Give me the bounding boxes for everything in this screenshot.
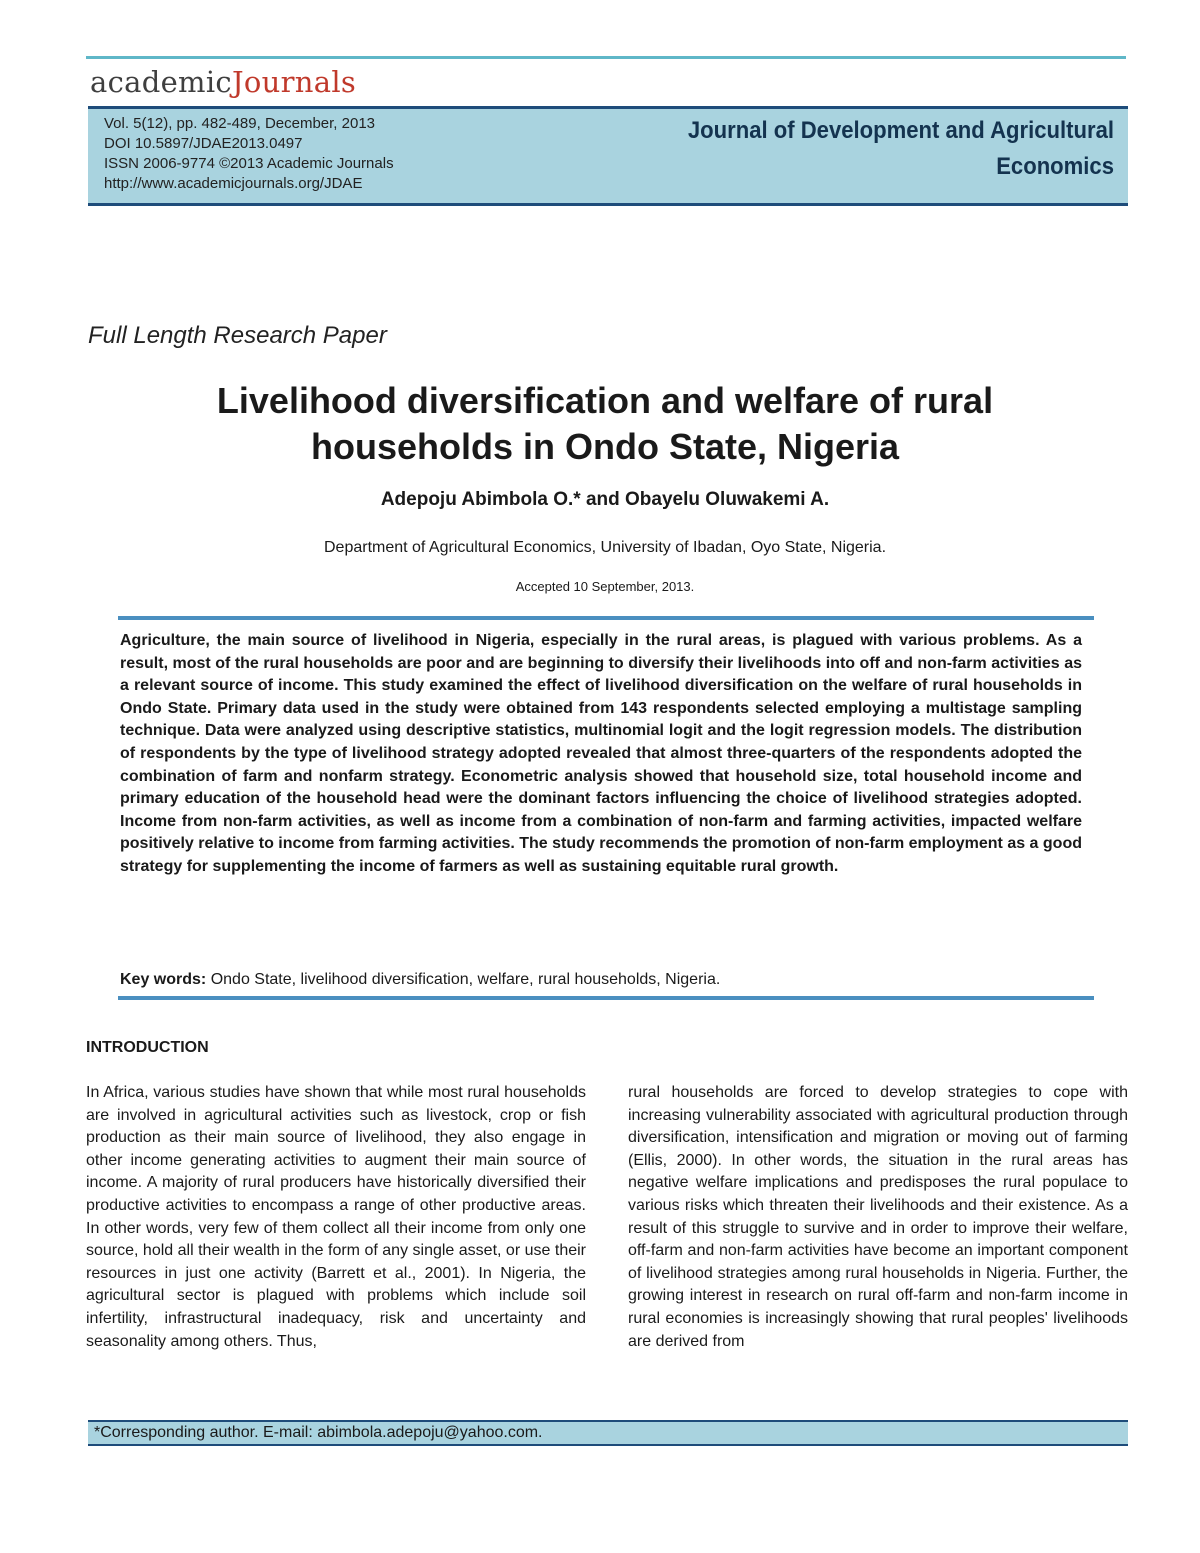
volume-line: Vol. 5(12), pp. 482-489, December, 2013 xyxy=(104,115,376,132)
keywords xyxy=(120,969,1082,991)
authors: Adepoju Abimbola O.* and Obayelu Oluwakemi A. xyxy=(380,489,830,510)
abstract: Agriculture, the main source of livelihood in Nigeria, especially in the rural areas, is plagued with various problems. As a result, most of the rural households are poor and are beginning to diversify their livelihoods into off and non-farm activities as a relevant source of income. This study examined the effect of livelihood diversification on the welfare of rural households in Ondo State. Primary data used in the study were obtained from 143 respondents selected employing a multistage sampling technique. Data were analyzed using descriptive statistics, multinomial logit and the logit regression models. The distribution of respondents by the type of livelihood strategy adopted revealed that almost three-quarters of the respondents adopted the combination of farm and nonfarm strategy. Econometric analysis showed that household size, total household income and primary education of the household head were the dominant factors influencing the choice of livelihood strategies adopted. Income from non-farm activities, as well as income from a combination of non-farm and farming activities, impacted welfare positively relative to income from farming activities. The study recommends the promotion of non-farm employment as a good strategy for supplementing the income of farmers as well as sustaining equitable rural growth. xyxy=(120,632,1082,875)
journal-logo: academicJournals xyxy=(90,65,357,99)
journal-name: Journal of Development and Agricultural Economics xyxy=(687,117,1114,180)
paper-type: Full Length Research Paper xyxy=(88,322,387,349)
paper-title: Livelihood diversification and welfare of rural households in Ondo State, Nigeria xyxy=(216,380,994,467)
journal-url[interactable]: http://www.academicjournals.org/JDAE xyxy=(104,175,363,192)
corresponding-author-footnote: *Corresponding author. E-mail: abimbola.adepoju@yahoo.com. xyxy=(94,1424,543,1441)
abstract-bottom-rule xyxy=(118,996,1094,1000)
affiliation: Department of Agricultural Economics, University of Ibadan, Oyo State, Nigeria. xyxy=(323,539,887,556)
accepted-date: Accepted 10 September, 2013. xyxy=(515,579,695,594)
keywords-text: Ondo State, livelihood diversification, welfare, rural households, Nigeria. xyxy=(210,971,721,988)
intro-column-right: rural households are forced to develop strategies to cope with increasing vulnerability associated with agricultural production through diversification, intensification and migration or moving out of farming (Ellis, 2000). In other words, the situation in the rural areas has negative welfare implications and predisposes the rural populace to various risks which threaten their livelihoods and their existence. As a result of this struggle to survive and in order to improve their welfare, off-farm and non-farm activities have become an important component of livelihood strategies among rural households in Nigeria. Further, the growing interest in research on rural off-farm and non-farm income in rural economies is increasingly showing that rural peoples' livelihoods are derived from xyxy=(628,1084,1128,1350)
intro-column-left: In Africa, various studies have shown that while most rural households are involved in agricultural activities such as livestock, crop or fish production as their main source of livelihood, they also engage in other income generating activities to augment their main source of income. A majority of rural producers have historically diversified their productive activities to encompass a range of other productive areas. In other words, very few of them collect all their income from only one source, hold all their wealth in the form of any single asset, or use their resources in just one activity (Barrett et al., 2001). In Nigeria, the agricultural sector is plagued with problems which include soil infertility, infrastructural inadequacy, risk and uncertainty and seasonality among others. Thus, xyxy=(86,1084,586,1350)
abstract-top-rule xyxy=(118,616,1094,620)
keywords-label: Key words: xyxy=(120,971,207,988)
citation-block xyxy=(104,114,394,194)
issn-line: ISSN 2006-9774 ©2013 Academic Journals xyxy=(104,155,394,172)
section-heading-introduction: INTRODUCTION xyxy=(86,1039,209,1056)
top-rule xyxy=(86,56,1126,59)
doi-line: DOI 10.5897/JDAE2013.0497 xyxy=(104,135,303,152)
